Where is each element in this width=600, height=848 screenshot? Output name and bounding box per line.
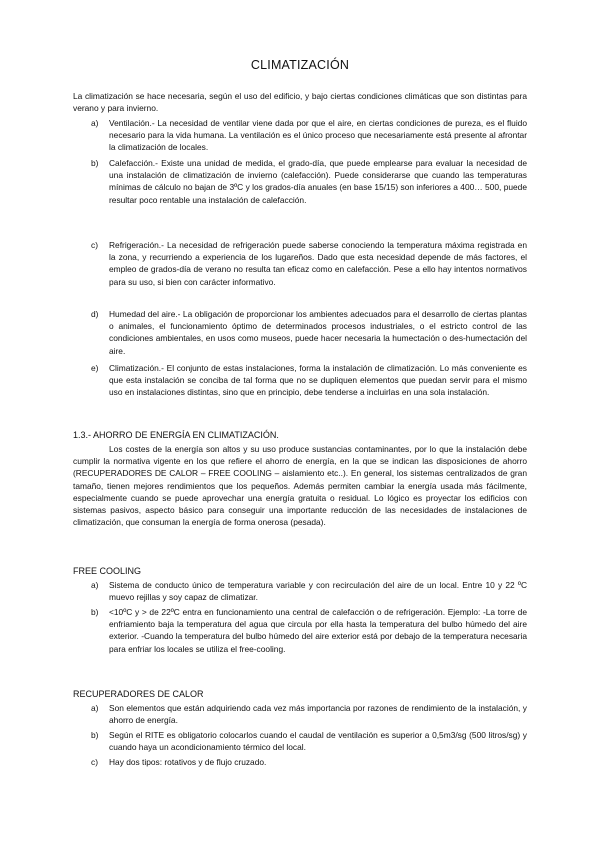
list-text: Son elementos que están adquiriendo cada vez más importancia por razones de rendimiento de la instalación, y ahorro de energía. bbox=[109, 703, 527, 726]
list-label: a) bbox=[91, 118, 99, 128]
list-label: e) bbox=[91, 363, 99, 373]
recuperadores-item-c bbox=[91, 756, 527, 770]
list-text: Ventilación.- La necesidad de ventilar viene dada por que el aire, en ciertas condiciones de pureza, es el fluido necesario para la vida humana. La ventilación es el único proceso que necesariamente está presente al afrontar la climatización de locales. bbox=[109, 118, 527, 153]
list-text: Refrigeración.- La necesidad de refrigeración puede saberse conociendo la temperatura máxima registrada en la zona, y recurriendo a experiencia de los lugareños. Dado que esta necesidad depende de más factores, el empleo de grados-día de verano no resulta tan eficaz como en calefacción. Pese a ello hay intentos normativos para su uso, si bien con carácter informativo. bbox=[109, 240, 527, 287]
recuperadores-item-a bbox=[91, 702, 527, 728]
list-label: b) bbox=[91, 607, 99, 617]
list-item-ventilacion bbox=[91, 117, 527, 157]
list-label: d) bbox=[91, 309, 99, 319]
list-text: Hay dos tipos: rotativos y de flujo cruzado. bbox=[109, 757, 267, 767]
list-text: Según el RITE es obligatorio colocarlos cuando el caudal de ventilación es superior a 0,5m3/sg (500 litros/sg) y cuando haya un acondicionamiento térmico del local. bbox=[109, 730, 527, 753]
list-label: c) bbox=[91, 757, 98, 767]
list-label: b) bbox=[91, 158, 99, 168]
free-cooling-item-b bbox=[91, 606, 527, 666]
section-heading-ahorro: 1.3.- AHORRO DE ENERGÍA EN CLIMATIZACIÓN. bbox=[73, 430, 279, 440]
ahorro-paragraph: Los costes de la energía son altos y su uso produce sustancias contaminantes, por lo que la instalación debe cumplir la normativa vigente en los que refiere el ahorro de energía, en la que se indican las disposiciones de ahorro (RECUPERADORES DE CALOR – FREE COOLING – aislamiento etc..). En general, los sistemas centralizados de gran tamaño, tienen mejores rendimientos que los pequeños. Además permiten cambiar la energía usada más fácilmente, especialmente cuando se puede aprovechar una energía gratuita o residual. Lo lógico es proyectar los edificios con sistemas pasivos, aspecto básico para conseguir una importante reducción de las necesidades de instalaciones de climatización, que consuman la energía de forma onerosa (pesada). bbox=[73, 444, 527, 528]
list-text: Sistema de conducto único de temperatura variable y con recirculación del aire de un local. Entre 10 y 22 ºC muevo rejillas y soy capaz de climatizar. bbox=[109, 580, 527, 603]
list-item-calefaccion bbox=[91, 157, 527, 227]
list-label: a) bbox=[91, 703, 99, 713]
intro-paragraph: La climatización se hace necesaria, según el uso del edificio, y bajo ciertas condiciones climáticas que son distintas para verano y para invierno. bbox=[73, 91, 527, 114]
page-title: CLIMATIZACIÓN bbox=[250, 58, 350, 72]
list-label: a) bbox=[91, 580, 99, 590]
list-label: c) bbox=[91, 240, 98, 250]
list-text: Climatización.- El conjunto de estas instalaciones, forma la instalación de climatización. Lo más conveniente es que esta instalación se conciba de tal forma que no se dupliquen elementos que puedan servir para el mismo uso en instalaciones distintas, sino que en principio, debe tenderse a incluirlas en una sola instalación. bbox=[109, 363, 527, 398]
list-text: Humedad del aire.- La obligación de proporcionar los ambientes adecuados para el desarrollo de ciertas plantas o animales, el funcionamiento óptimo de determinados procesos industriales, o el estricto control de las condiciones ambientales, en usos como museos, puede hacer necesaria la humectación o des-humectación del aire. bbox=[109, 309, 527, 356]
free-cooling-item-a bbox=[91, 579, 527, 605]
section-heading-free-cooling: FREE COOLING bbox=[73, 566, 142, 576]
section-heading-recuperadores: RECUPERADORES DE CALOR bbox=[73, 689, 204, 699]
recuperadores-item-b bbox=[91, 729, 527, 755]
list-text: <10ºC y > de 22ºC entra en funcionamiento una central de calefacción o de refrigeración. Ejemplo: -La torre de enfriamiento baja la temperatura del agua que circula por ella hasta la temperatura del bulbo húmedo del aire exterior. -Cuando la temperatura del bulbo húmedo del aire exterior está por debajo de la temperatura necesaria para enfriar los locales se utiliza el free-cooling. bbox=[109, 607, 527, 654]
list-text: Calefacción.- Existe una unidad de medida, el grado-día, que puede emplearse para evaluar la necesidad de una instalación de climatización de invierno (calefacción). Puede considerarse que cuando las temperaturas mínimas de cálculo no bajan de 3ºC y los grados-día anuales (en base 15/15) son inferiores a 400… 500, puede resultar poco rentable una instalación de calefacción. bbox=[109, 158, 527, 205]
list-item-climatizacion bbox=[91, 362, 527, 418]
list-item-refrigeracion bbox=[91, 239, 527, 309]
list-item-humedad bbox=[91, 308, 527, 360]
list-label: b) bbox=[91, 730, 99, 740]
